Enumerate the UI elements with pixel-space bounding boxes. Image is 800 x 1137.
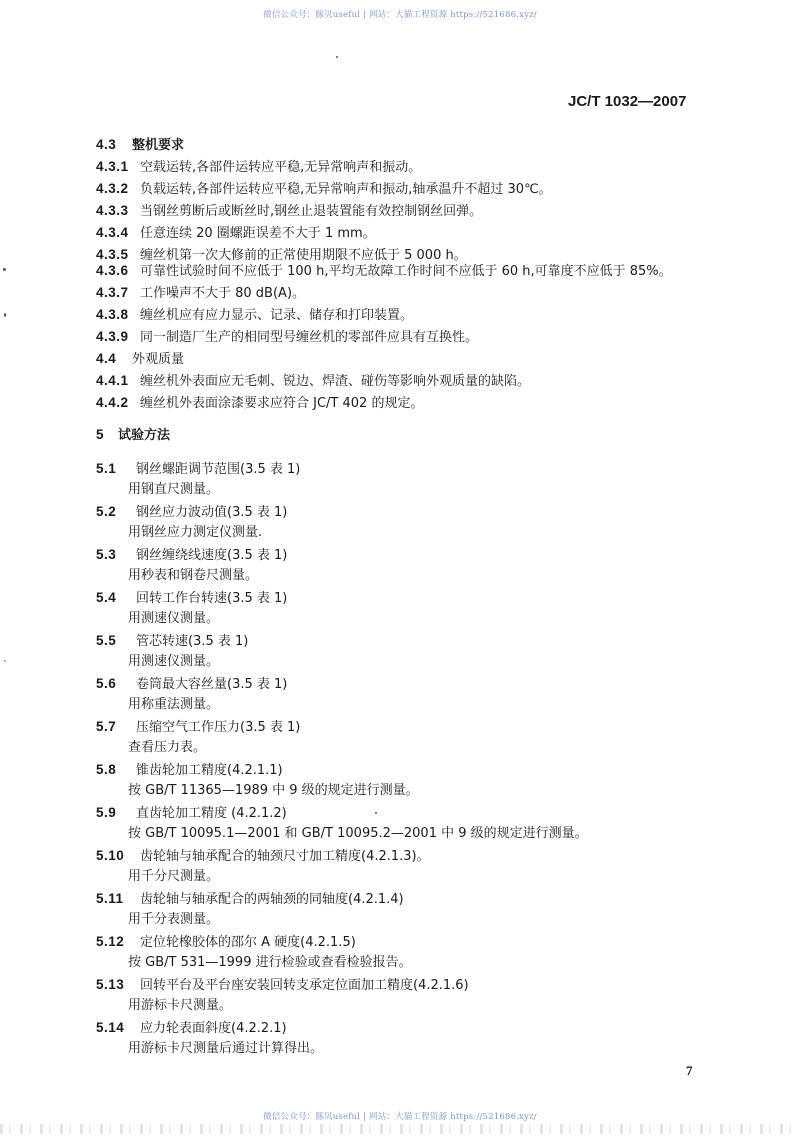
clause-text: 工作噪声不大于 80 dB(A)。 — [140, 286, 306, 301]
test-title: 压缩空气工作压力(3.5 表 1) — [136, 720, 301, 735]
scan-speck — [4, 313, 6, 317]
test-number: 5.8 — [96, 762, 117, 777]
test-number: 5.6 — [96, 676, 117, 691]
clause-number: 4.4.1 — [96, 373, 129, 388]
test-title: 钢丝螺距调节范围(3.5 表 1) — [136, 462, 301, 477]
test-method-5-13: 用游标卡尺测量。 — [128, 998, 233, 1013]
clause-number: 4.3.9 — [96, 329, 129, 344]
section-heading-4-3 — [96, 137, 184, 154]
test-method-5-3: 用秒表和钢卷尺测量。 — [128, 568, 259, 583]
test-item-5-9 — [96, 805, 287, 822]
test-number: 5.14 — [96, 1020, 125, 1035]
clause-number: 4.3.7 — [96, 285, 129, 300]
clause-number: 4.3.3 — [96, 203, 129, 218]
test-number: 5.5 — [96, 633, 117, 648]
clause-text: 负载运转,各部件运转应平稳,无异常响声和振动,轴承温升不超过 30℃。 — [140, 182, 552, 197]
clause-number: 4.3.5 — [96, 247, 129, 262]
test-number: 5.1 — [96, 461, 117, 476]
clause-number: 4.4.2 — [96, 395, 129, 410]
clause-number: 4.3.1 — [96, 159, 129, 174]
test-method-5-7: 查看压力表。 — [128, 740, 207, 755]
clause-4-3-4 — [96, 225, 376, 242]
clause-text: 缠丝机应有应力显示、记录、储存和打印装置。 — [140, 308, 414, 323]
test-method-5-4: 用测速仪测量。 — [128, 611, 220, 626]
standard-code: JC/T 1032—2007 — [568, 93, 687, 110]
page-number: 7 — [686, 1063, 693, 1078]
chapter-heading-5 — [96, 427, 170, 444]
test-method-5-12: 按 GB/T 531—1999 进行检验或查看检验报告。 — [128, 955, 412, 970]
section-heading-4-4 — [96, 351, 184, 368]
test-title: 应力轮表面斜度(4.2.2.1) — [140, 1021, 287, 1036]
watermark-top: 微信公众号：豚贝useful | 网站：大猫工程资源 https://521686.xyz/ — [263, 10, 537, 20]
test-number: 5.10 — [96, 848, 125, 863]
clause-4-3-8 — [96, 307, 413, 324]
test-method-5-11: 用千分表测量。 — [128, 912, 220, 927]
test-item-5-8 — [96, 762, 283, 779]
test-title: 齿轮轴与轴承配合的两轴颈的同轴度(4.2.1.4) — [140, 892, 404, 907]
test-method-5-2: 用钢丝应力测定仪测量. — [128, 525, 263, 540]
watermark-bottom: 微信公众号：豚贝useful | 网站：大猫工程资源 https://521686.xyz/ — [263, 1112, 537, 1122]
clause-4-3-9 — [96, 329, 478, 346]
scan-artifact-line — [0, 1124, 800, 1134]
clause-text: 同一制造厂生产的相同型号缠丝机的零部件应具有互换性。 — [140, 330, 479, 345]
test-title: 管芯转速(3.5 表 1) — [136, 634, 249, 649]
test-item-5-1 — [96, 461, 300, 478]
test-method-5-14: 用游标卡尺测量后通过计算得出。 — [128, 1041, 324, 1056]
section-title: 整机要求 — [132, 138, 185, 153]
clause-4-3-2 — [96, 181, 552, 198]
clause-number: 4.3.2 — [96, 181, 129, 196]
section-number: 4.4 — [96, 351, 117, 366]
test-item-5-5 — [96, 633, 248, 650]
test-item-5-7 — [96, 719, 300, 736]
test-item-5-12 — [96, 934, 356, 951]
test-number: 5.9 — [96, 805, 117, 820]
test-title: 钢丝缠绕线速度(3.5 表 1) — [136, 548, 288, 563]
test-title: 齿轮轴与轴承配合的轴颈尺寸加工精度(4.2.1.3)。 — [140, 849, 430, 864]
test-method-5-10: 用千分尺测量。 — [128, 869, 220, 884]
test-item-5-6 — [96, 676, 287, 693]
test-item-5-11 — [96, 891, 404, 908]
clause-text: 缠丝机第一次大修前的正常使用期限不应低于 5 000 h。 — [140, 248, 467, 263]
test-item-5-3 — [96, 547, 287, 564]
test-title: 直齿轮加工精度 (4.2.1.2) — [136, 806, 287, 821]
test-item-5-10 — [96, 848, 430, 865]
test-number: 5.13 — [96, 977, 125, 992]
test-title: 卷筒最大容丝量(3.5 表 1) — [136, 677, 288, 692]
test-title: 定位轮橡胶体的邵尔 A 硬度(4.2.1.5) — [140, 935, 356, 950]
scan-speck — [3, 268, 6, 271]
test-method-5-1: 用钢直尺测量。 — [128, 482, 220, 497]
chapter-title: 试验方法 — [118, 428, 171, 443]
test-method-5-9: 按 GB/T 10095.1—2001 和 GB/T 10095.2—2001 中 9 级的规定进行测量。 — [128, 826, 588, 841]
test-title: 钢丝应力波动值(3.5 表 1) — [136, 505, 288, 520]
clause-number: 4.3.6 — [96, 263, 129, 278]
test-number: 5.7 — [96, 719, 117, 734]
clause-4-4-1 — [96, 373, 530, 390]
clause-text: 空载运转,各部件运转应平稳,无异常响声和振动。 — [140, 160, 422, 175]
clause-4-4-2 — [96, 395, 423, 412]
clause-text: 缠丝机外表面涂漆要求应符合 JC/T 402 的规定。 — [140, 396, 424, 411]
scan-speck — [4, 660, 6, 662]
test-item-5-14 — [96, 1020, 287, 1037]
test-title: 回转工作台转速(3.5 表 1) — [136, 591, 288, 606]
clause-text: 当钢丝剪断后或断丝时,钢丝止退装置能有效控制钢丝回弹。 — [140, 204, 483, 219]
section-title: 外观质量 — [132, 352, 185, 367]
clause-number: 4.3.8 — [96, 307, 129, 322]
test-item-5-13 — [96, 977, 469, 994]
scan-speck — [336, 56, 338, 58]
test-title: 锥齿轮加工精度(4.2.1.1) — [136, 763, 283, 778]
test-item-5-2 — [96, 504, 287, 521]
test-number: 5.12 — [96, 934, 125, 949]
test-number: 5.11 — [96, 891, 124, 906]
section-number: 4.3 — [96, 137, 117, 152]
test-item-5-4 — [96, 590, 287, 607]
test-number: 5.3 — [96, 547, 117, 562]
test-method-5-6: 用称重法测量。 — [128, 697, 220, 712]
test-method-5-5: 用测速仪测量。 — [128, 654, 220, 669]
clause-4-3-3 — [96, 203, 482, 220]
chapter-number: 5 — [96, 427, 105, 442]
clause-4-3-5 — [96, 247, 467, 264]
clause-text: 任意连续 20 圈螺距误差不大于 1 mm。 — [140, 226, 376, 241]
scan-speck — [375, 812, 377, 814]
clause-number: 4.3.4 — [96, 225, 129, 240]
test-method-5-8: 按 GB/T 11365—1989 中 9 级的规定进行测量。 — [128, 783, 419, 798]
test-number: 5.4 — [96, 590, 117, 605]
clause-4-3-1 — [96, 159, 421, 176]
clause-text: 可靠性试验时间不应低于 100 h,平均无故障工作时间不应低于 60 h,可靠度不应低于 85%。 — [140, 264, 672, 279]
clause-4-3-7 — [96, 285, 305, 302]
test-title: 回转平台及平台座安装回转支承定位面加工精度(4.2.1.6) — [140, 978, 469, 993]
clause-4-3-6 — [96, 263, 672, 280]
test-number: 5.2 — [96, 504, 117, 519]
clause-text: 缠丝机外表面应无毛刺、锐边、焊渣、碰伤等影响外观质量的缺陷。 — [140, 374, 531, 389]
